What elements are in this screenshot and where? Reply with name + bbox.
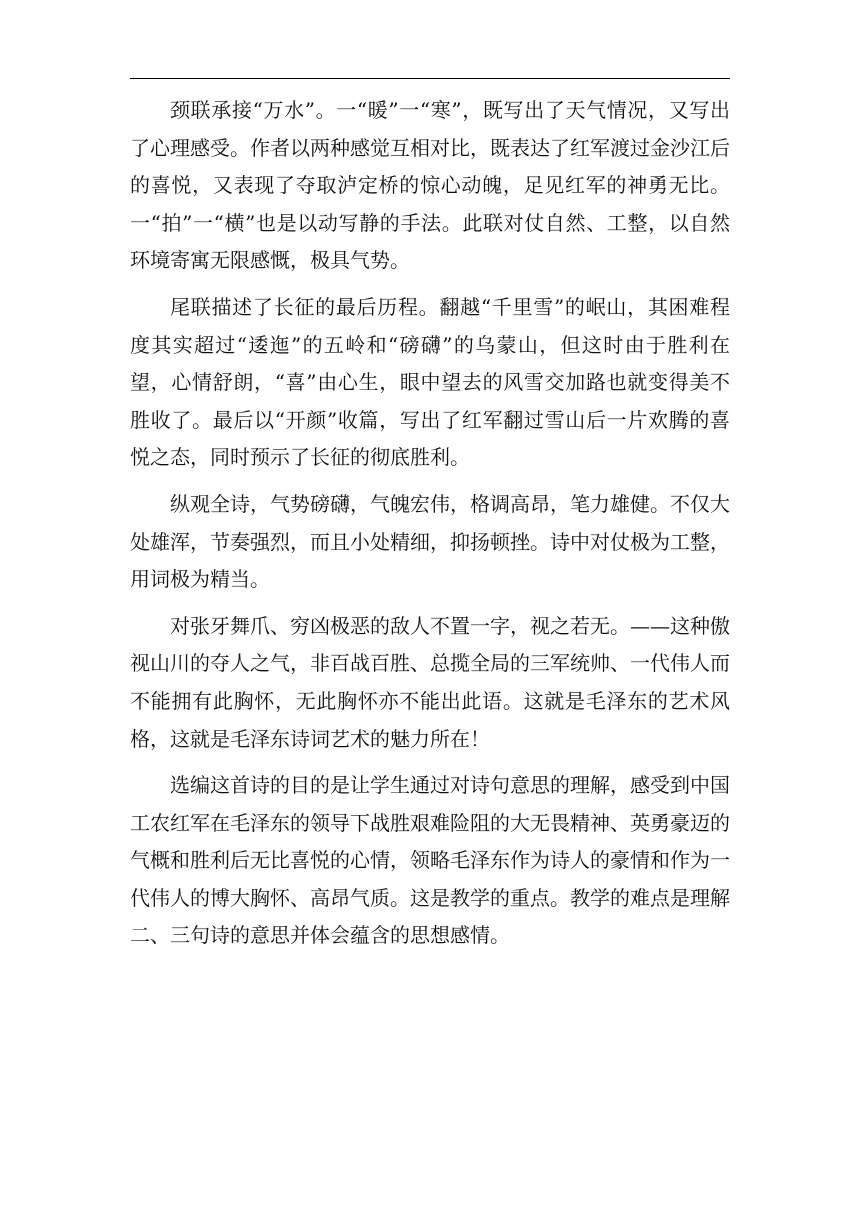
paragraph-tail-couplet: 尾联描述了长征的最后历程。翻越“千里雪”的岷山，其困难程度其实超过“逶迤”的五岭和“磅礴”的乌蒙山，但这时由于胜利在望，心情舒朗，“喜”由心生，眼中望去的风雪交加路也就变得美不胜收了。最后以“开颜”收篇，写出了红军翻过雪山后一片欢腾的喜悦之态，同时预示了长征的彻底胜利。 (130, 294, 730, 470)
paragraph-overall-view: 纵观全诗，气势磅礴，气魄宏伟，格调高昂，笔力雄健。不仅大处雄浑，节奏强烈，而且小处精细，抑扬顿挫。诗中对仗极为工整，用词极为精当。 (130, 491, 730, 592)
paragraph-teaching-goals: 选编这首诗的目的是让学生通过对诗句意思的理解，感受到中国工农红军在毛泽东的领导下战胜艰难险阻的大无畏精神、英勇豪迈的气概和胜利后无比喜悦的心情，领略毛泽东作为诗人的豪情和作为一代伟人的博大胸怀、高昂气质。这是教学的重点。教学的难点是理解二、三句诗的意思并体会蕴含的思想感情。 (130, 773, 730, 948)
header-rule (130, 78, 730, 79)
paragraph-artistic-style: 对张牙舞爪、穷凶极恶的敌人不置一字，视之若无。——这种傲视山川的夺人之气，非百战百胜、总揽全局的三军统帅、一代伟人而不能拥有此胸怀，无此胸怀亦不能出此语。这就是毛泽东的艺术风格，这就是毛泽东诗词艺术的魅力所在！ (130, 613, 730, 751)
document-body (130, 92, 730, 964)
paragraph-neck-couplet: 颈联承接“万水”。一“暖”一“寒”，既写出了天气情况，又写出了心理感受。作者以两种感觉互相对比，既表达了红军渡过金沙江后的喜悦，又表现了夺取泸定桥的惊心动魄，足见红军的神勇无比。一“拍”一“横”也是以动写静的手法。此联对仗自然、工整，以自然环境寄寓无限感慨，极具气势。 (130, 98, 730, 273)
